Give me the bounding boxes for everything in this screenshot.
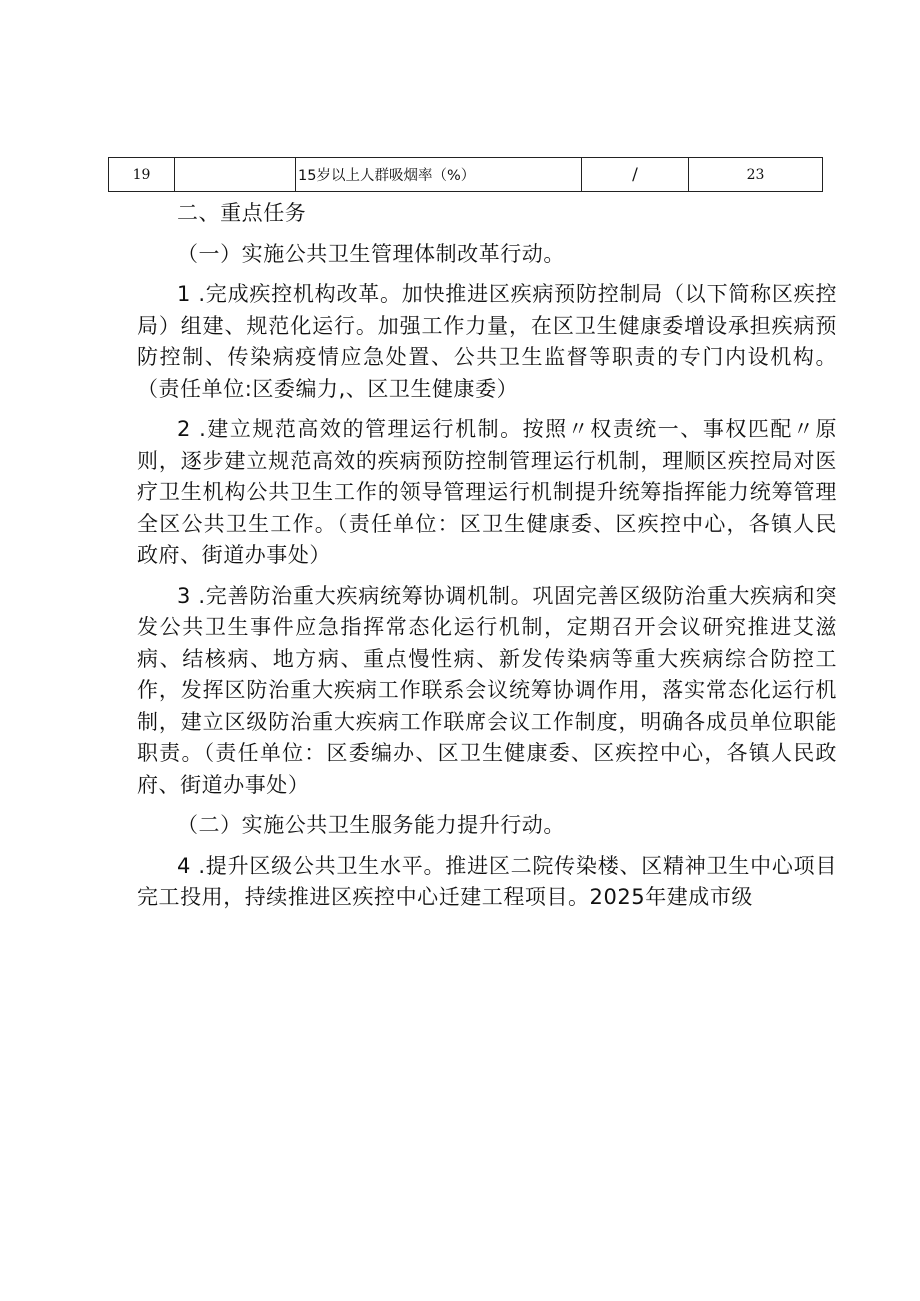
task-item-4: 4 .提升区级公共卫生水平。推进区二院传染楼、区精神卫生中心项目完工投用，持续推进区疾控中心迁建工程项目。2025年建成市级 bbox=[137, 853, 837, 909]
task-item-2: 2 .建立规范高效的管理运行机制。按照〃权责统一、事权匹配〃原则，逐步建立规范高效的疾病预防控制管理运行机制，理顺区疾控局对医疗卫生机构公共卫生工作的领导管理运行机制提升统筹指挥能力统筹管理全区公共卫生工作。（责任单位：区卫生健康委、区疾控中心，各镇人民政府、街道办事处） bbox=[137, 417, 837, 567]
indicator-name-cell: 15岁以上人群吸烟率（%） bbox=[296, 158, 582, 192]
category-cell bbox=[175, 158, 296, 192]
table-row bbox=[109, 158, 823, 192]
subsection-heading-1: （一）实施公共卫生管理体制改革行动。 bbox=[177, 241, 565, 266]
baseline-value-cell: / bbox=[582, 158, 689, 192]
subsection-heading-2: （二）实施公共卫生服务能力提升行动。 bbox=[177, 813, 565, 837]
target-value-cell: 23 bbox=[689, 158, 823, 192]
task-item-1: 1 .完成疾控机构改革。加快推进区疾病预防控制局（以下简称区疾控局）组建、规范化运行。加强工作力量，在区卫生健康委增设承担疾病预防控制、传染病疫情应急处置、公共卫生监督等职责的专门内设机构。（责任单位:区委编力,、区卫生健康委） bbox=[137, 282, 837, 401]
indicator-table bbox=[108, 157, 823, 192]
row-number-cell: 19 bbox=[109, 158, 175, 192]
body-text bbox=[137, 198, 837, 914]
section-heading: 二、重点任务 bbox=[177, 201, 307, 225]
task-item-3: 3 .完善防治重大疾病统筹协调机制。巩固完善区级防治重大疾病和突发公共卫生事件应急指挥常态化运行机制，定期召开会议研究推进艾滋病、结核病、地方病、重点慢性病、新发传染病等重大疾病综合防控工作，发挥区防治重大疾病工作联系会议统筹协调作用，落实常态化运行机制，建立区级防治重大疾病工作联席会议工作制度，明确各成员单位职能职责。（责任单位：区委编办、区卫生健康委、区疾控中心，各镇人民政府、街道办事处） bbox=[137, 583, 837, 797]
